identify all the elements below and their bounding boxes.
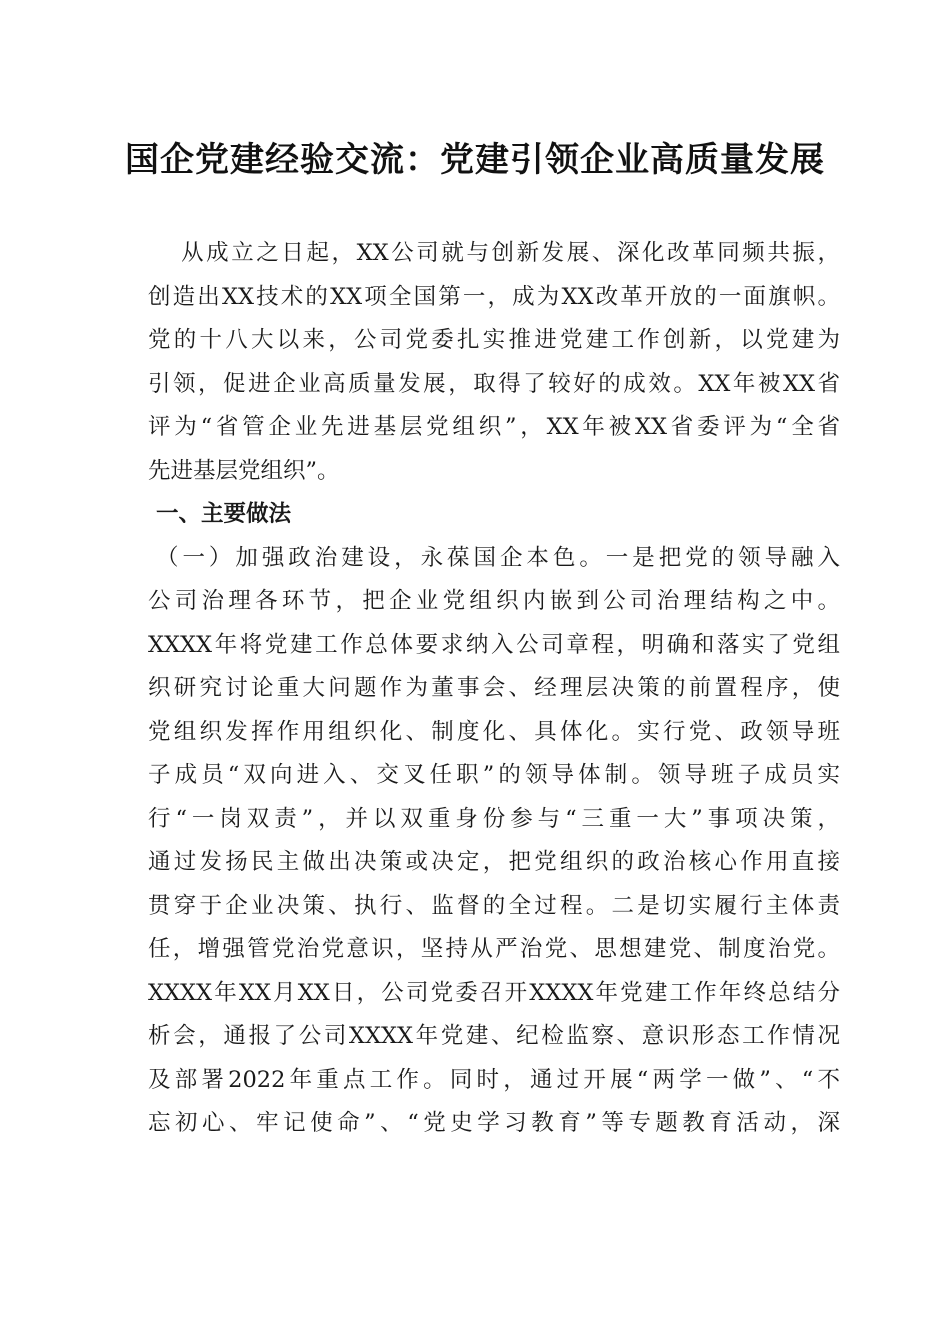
text-line: （一）加强政治建设，永葆国企本色。一是把党的领导融入: [156, 544, 840, 571]
text-line: 忘初心、牢记使命”、“党史学习教育”等专题教育活动，深: [148, 1110, 840, 1136]
text-line: 引领，促进企业高质量发展，取得了较好的成效。XX年被XX省: [148, 370, 840, 397]
text-line: 通过发扬民主做出决策或决定，把党组织的政治核心作用直接: [148, 849, 840, 875]
document-body: [148, 232, 840, 1146]
document-title: 国企党建经验交流：党建引领企业高质量发展: [125, 140, 825, 180]
text-line: 织研究讨论重大问题作为董事会、经理层决策的前置程序，使: [148, 675, 840, 701]
text-line: XXXX年XX月XX日，公司党委召开XXXX年党建工作年终总结分: [148, 979, 840, 1006]
text-line: XXXX年将党建工作总体要求纳入公司章程，明确和落实了党组: [148, 631, 840, 658]
text-line: 任，增强管党治党意识，坚持从严治党、思想建党、制度治党。: [148, 936, 840, 962]
text-line: 行“一岗双责”，并以双重身份参与“三重一大”事项决策，: [148, 805, 840, 832]
text-line: 及部署2022年重点工作。同时，通过开展“两学一做”、“不: [148, 1066, 840, 1093]
text-line: 公司治理各环节，把企业党组织内嵌到公司治理结构之中。: [148, 588, 840, 614]
text-line: 从成立之日起，XX公司就与创新发展、深化改革同频共振，: [156, 240, 840, 266]
text-line: 先进基层党组织”。: [148, 457, 340, 484]
text-line: 评为“省管企业先进基层党组织”，XX年被XX省委评为“全省: [148, 414, 840, 440]
section-heading: 一、主要做法: [156, 501, 292, 527]
text-line: 贯穿于企业决策、执行、监督的全过程。二是切实履行主体责: [148, 892, 840, 919]
text-line: 党组织发挥作用组织化、制度化、具体化。实行党、政领导班: [148, 718, 840, 745]
text-line: 党的十八大以来，公司党委扎实推进党建工作创新，以党建为: [148, 327, 840, 353]
text-line: 子成员“双向进入、交叉任职”的领导体制。领导班子成员实: [148, 762, 840, 788]
text-line: 创造出XX技术的XX项全国第一，成为XX改革开放的一面旗帜。: [148, 283, 840, 310]
text-line: 析会，通报了公司XXXX年党建、纪检监察、意识形态工作情况: [148, 1023, 840, 1049]
